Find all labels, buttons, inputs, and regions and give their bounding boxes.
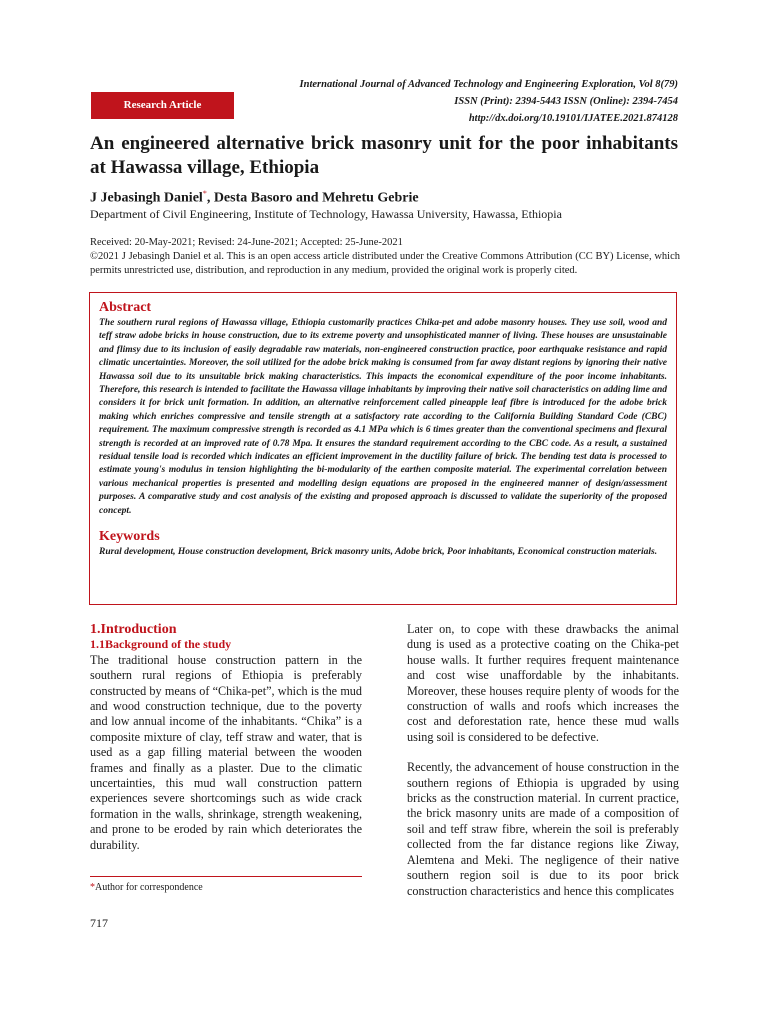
journal-name: International Journal of Advanced Technology and Engineering Exploration, Vol 8(79) — [299, 79, 678, 90]
footnote-mark: * — [90, 882, 95, 893]
right-column — [407, 622, 679, 899]
article-dates: Received: 20-May-2021; Revised: 24-June-2021; Accepted: 25-June-2021 — [90, 237, 403, 248]
background-subheading: 1.1Background of the study — [90, 637, 232, 652]
abstract-heading: Abstract — [99, 300, 152, 315]
doi-link[interactable]: http://dx.doi.org/10.19101/IJATEE.2021.874128 — [468, 113, 678, 124]
article-meta — [90, 236, 680, 278]
page-number: 717 — [90, 916, 108, 930]
author-list — [90, 189, 419, 207]
first-author: J Jebasingh Daniel — [90, 190, 203, 206]
intro-paragraph-left: The traditional house construction pattern in the southern rural regions of Ethiopia is preferably constructed by means of “Chika-pet”, which is the mud and wood construction technique, due to the poverty and low annual income of the inhabitants. “Chika” is a composite mixture of clay, teff straw and water, that is used as a gap filling material between the wooden frames and finally as a plaster. Due to the climatic uncertainties, this mud wall construction pattern experiences severe shortcomings such as wide crack formation in the walls, shrinkage, strength weakening, and prone to be eroded by rain which deteriorates the durability. — [90, 652, 362, 852]
article-title: An engineered alternative brick masonry unit for the poor inhabitants at Hawassa village, Ethiopia — [90, 133, 678, 178]
footnote-text: Author for correspondence — [95, 882, 203, 893]
abstract-text: The southern rural regions of Hawassa village, Ethiopia customarily practices Chika-pet and adobe masonry houses. They use soil, wood and teff straw adobe bricks in house construction, due to its extreme poverty and unsophisticated manner of living. These houses are unsustainable and flimsy due to its inclusion of easily degradable raw materials, non-engineered construction practice, poor earthquake resistance and rapid climatic uncertainties. Moreover, the soil utilized for the adobe brick making is consumed from far away distant regions by ignoring their native Hawassa soil due to its unsuitable brick making characteristics. This impacts the economical expenditure of the poor income inhabitants. Therefore, this research is intended to facilitate the Hawassa village inhabitants by improving their native soil characteristics on adding lime and considers it for brick unit formation. In addition, an alternative reinforcement called pineapple leaf fibre is introduced for the adobe brick making which enriches compressive and tensile strength at a satisfactory rate according to the California Building Standard Code (CBC) requirement. The maximum compressive strength is recorded as 4.1 MPa which is 6 times greater than the conventional specimens and flexural strength is recorded at an improved rate of 0.78 Mpa. It ensures the standard requirement according to the CBC code. As a result, a sustained residual tensile load is recorded which indicates an efficient improvement in the ductility failure of brick. The bending test data is processed to estimate young's modulus in tension highlighting the bi-modularity of the earthen composite material. The experimental correlation between various mechanical properties is presented and modelling design equations are proposed in the engineered manner of design/assessment purposes. A comparative study and cost analysis of the existing and proposed approach is discussed to validate the superiority of the proposed concept. — [99, 318, 667, 516]
research-article-badge: Research Article — [91, 92, 234, 119]
abstract-box — [89, 292, 677, 605]
issn-line: ISSN (Print): 2394-5443 ISSN (Online): 2394-7454 — [454, 96, 678, 107]
intro-paragraph-right-1: Later on, to cope with these drawbacks the animal dung is used as a protective coating on the Chika-pet house walls. It further requires frequent maintenance and cost wise unaffordable by the inhabitants. Moreover, these houses require plenty of woods for the construction of walls and roofs which increases the cost and deforestation rate, hence these mud walls using soil is considered to be defective. — [407, 622, 679, 744]
license-statement: ©2021 J Jebasingh Daniel et al. This is an open access article distributed under the Creative Commons Attribution (CC BY) License, which permits unrestricted use, distribution, and reproduction in any medium, provided the original work is properly cited. — [90, 251, 680, 276]
footnote-divider — [90, 876, 362, 877]
left-column — [90, 622, 362, 853]
affiliation: Department of Civil Engineering, Institute of Technology, Hawassa University, Hawassa, Ethiopia — [90, 207, 562, 221]
intro-paragraph-right-2: Recently, the advancement of house construction in the southern regions of Ethiopia is upgraded by using bricks as the construction material. In current practice, the brick masonry units are made of a composition of soil and teff straw fibre, wherein the soil is preferably collected from the far distance regions like Ziway, Alemtena and Meki. The negligence of their native southern region soil is due to its poor brick construction characteristics and hence this complicates — [407, 760, 679, 898]
corresponding-author-mark: * — [202, 189, 207, 198]
other-authors: , Desta Basoro and Mehretu Gebrie — [206, 190, 419, 206]
keywords-heading: Keywords — [99, 529, 160, 545]
introduction-heading: 1.Introduction — [90, 622, 177, 637]
footnote — [90, 882, 203, 893]
keywords-text: Rural development, House construction development, Brick masonry units, Adobe brick, Poor inhabitants, Economical construction materials. — [99, 547, 658, 558]
